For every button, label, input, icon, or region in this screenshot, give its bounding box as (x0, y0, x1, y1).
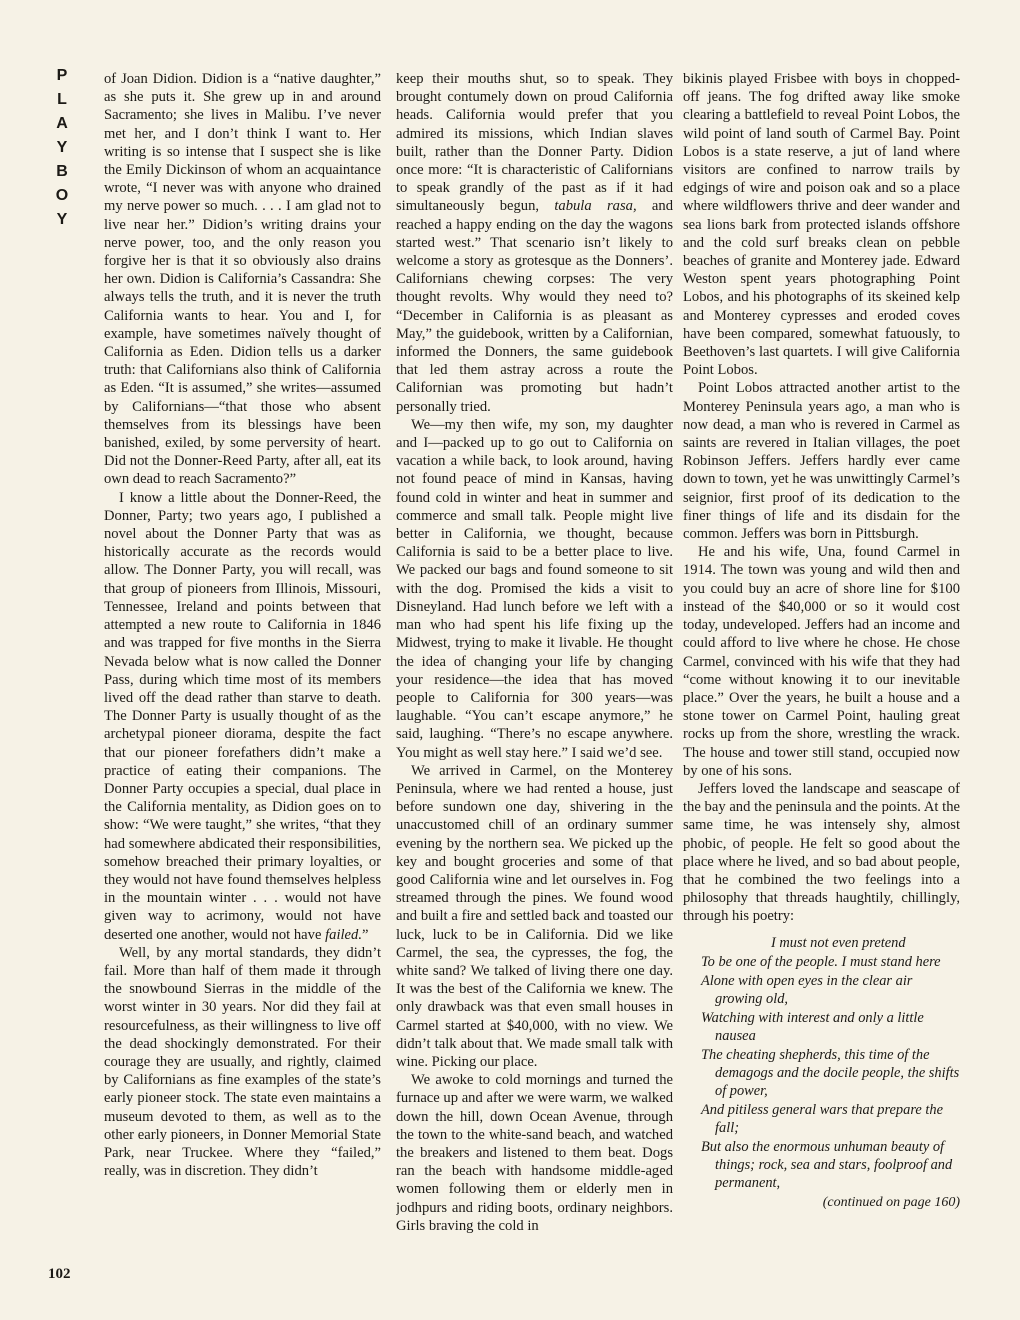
poem-line: To be one of the people. I must stand here (701, 953, 941, 970)
col1-paragraph-2-text: I know a little about the Donner-Reed, the Donner, Party; two years ago, I published a novel about the Donner Party that was as historically accurate as the records would allow. The Donner Party, you will recall, was that group of pioneers from Illinois, Missouri, Tennessee, Ireland and points between that attempted a new route to California in 1846 and was trapped for five months in the Sierra Nevada below what is now called the Donner Pass, during which time most of its members lived off the dead rather than starve to death. The Donner Party is usually thought of as the archetypal pioneer diorama, despite the fact that our pioneer forefathers didn’t make a practice of eating their companions. The Donner Party occupies a special, dual place in the California mentality, as Didion goes on to show: “We were taught,” she writes, “that they had somewhere abdicated their responsibilities, somehow breached their primary loyalties, or they would not have found themselves helpless in the mountain winter . . . would not have given way to acrimony, would not have deserted one another, would not have (104, 489, 381, 943)
col3-paragraph-4: Jeffers loved the landscape and seascape of the bay and the peninsula and the points. At the same time, he was intensely shy, almost phobic, of people. He felt so good about the place where he lived, and so bad about people, that he combined the two feelings into a philosophy that threads haughtily, chillingly, through his poetry: (683, 780, 960, 925)
poem-excerpt (701, 934, 960, 1212)
col2-italic-tabula-rasa: tabula rasa, (554, 198, 637, 215)
col2-paragraph-3: We arrived in Carmel, on the Monterey Peninsula, where we had rented a house, just before sundown one day, shivering in the unaccustomed chill of an ordinary summer evening by the northern sea. We picked up the key and bought groceries and some of that good California wine and let ourselves in. Fog streamed through the pines. We found wood and built a fire and settled back and toasted our luck, luck to be in California. Did we like Carmel, the sea, the cypresses, the fog, the white sand? We talked of living there one day. It was the best of the California we knew. The only drawback was that even small houses in Carmel started at $40,000, with no view. We didn’t talk about that. We made small talk with wine. Picking our place. (396, 762, 673, 1070)
text-column-3 (683, 70, 960, 1290)
col1-paragraph-2 (104, 489, 381, 944)
poem-line: I must not even pretend (771, 934, 906, 951)
col2-paragraph-1a: keep their mouths shut, so to speak. They brought contumely down on proud California heads. California would prefer that you admired its missions, which Indian slaves built, rather than the Donner Party. Didion once more: “It is characteristic of Californians to speak grandly of the past as if it had simultaneously begun, (396, 71, 673, 215)
col3-paragraph-1: bikinis played Frisbee with boys in chopped-off jeans. The fog drifted away like smoke clearing a battlefield to reveal Point Lobos, the wild point of land south of Carmel Bay. Point Lobos is a state reserve, a jut of land where visitors are confined to narrow trails by edgings of wire and poison oak and so a place where wildflowers thrive and deer wander and sea lions bark from protected islands offshore and the cold surf breaks clean on pebble beaches of granite and Monterey jade. Edward Weston spent years photographing Point Lobos, and his photographs of its skeined kelp and Monterey cypresses and eroded coves have been compared, somewhat fatuously, to Beethoven’s last quartets. I will give California Point Lobos. (683, 71, 960, 379)
poem-line: But also the enormous unhuman beauty of things; rock, sea and stars, foolproof and permanent, (701, 1138, 953, 1191)
col2-paragraph-4: We awoke to cold mornings and turned the furnace up and after we were warm, we walked down the hill, down Ocean Avenue, through the town to the white-sand beach, and watched the breakers and listened to them beat. Dogs ran the beach with handsome middle-aged women following them or elderly men in jodhpurs and riding boots, ordinary neighbors. Girls braving the cold in (396, 1072, 673, 1234)
page-number: 102 (48, 1266, 71, 1282)
col3-paragraph-3: He and his wife, Una, found Carmel in 1914. The town was young and wild then and you could buy an acre of shore line for $100 instead of the $40,000 or so it would cost today, undeveloped. Jeffers had an income and could afford to live where he chose. He chose Carmel, convinced with his wife that they had “come without knowing it to our inevitable place.” Over the years, he built a house and a stone tower on Carmel Point, hauling great rocks up from the shore, wrestling the wrack. The house and tower still stand, occupied now by one of his sons. (683, 544, 960, 779)
col2-paragraph-1b: and reached a happy ending on the day the wagons started west.” That scenario isn’t likely to welcome a story as grotesque as the Donners’. Californians chewing corpses: The very thought revolts. Why would they need to? “December in California is as pleasant as May,” the guidebook, written by a Californian, informed the Donners, the same guidebook that led them astray across a route the Californian was promoting but hadn’t personally tried. (396, 198, 673, 415)
continued-note: (continued on page 160) (822, 1194, 960, 1210)
col1-italic-failed: failed. (325, 926, 362, 943)
poem-line: Watching with interest and only a little nausea (701, 1009, 924, 1044)
col1-paragraph-1: of Joan Didion. Didion is a “native daughter,” as she puts it. She grew up in and around Sacramento; she lives in Malibu. I’ve never met her, and I don’t think I want to. Her writing is so intense that I suspect she is like the Emily Dickinson of whom an acquaintance wrote, “I never was with anyone who drained my nerve power so much. . . . I am glad not to live near her.” Didion’s writing drains your nerve power, too, and the only reason you forgive her is that it so obviously also drains her own. Didion is California’s Cassandra: She always tells the truth, and it is never the truth California wants to hear. You and I, for example, have sometimes naïvely thought of California as Eden. Didion tells us a darker truth: that Californians also think of California as Eden. “It is assumed,” she writes—assumed by Californians—“that those who absent themselves from its blessings have been banished, exiled, by some perversity of heart. Did not the Donner-Reed Party, after all, eat its own dead to reach Sacramento?” (104, 71, 381, 488)
text-column-2 (396, 70, 673, 1290)
col3-paragraph-2: Point Lobos attracted another artist to the Monterey Peninsula years ago, a man who is now dead, a man who is revered in Carmel as saints are revered in Italian villages, the poet Robinson Jeffers. Jeffers hardly ever came down to town, yet he was unwittingly Carmel’s seignior, first proof of its dedication to the finer things of life and its disdain for the common. Jeffers was born in Pittsburgh. (683, 380, 960, 543)
col1-paragraph-2-end: ” (361, 926, 369, 943)
text-column-1 (104, 70, 381, 1290)
running-head: P L A Y B O Y (55, 67, 69, 228)
poem-line: Alone with open eyes in the clear air growing old, (701, 972, 913, 1007)
col1-paragraph-3: Well, by any mortal standards, they didn’t fail. More than half of them made it through the snowbound Sierras in the middle of the worst winter in 30 years. Nor did they fail at resourcefulness, as their willingness to live off the dead shockingly demonstrated. For their courage they are usually, and rightly, claimed by Californians as fine examples of the state’s early pioneer stock. The state even maintains a museum devoted to them, as well as to the other early pioneers, in Donner Memorial State Park, near Truckee. Where they “failed,” really, was in discretion. They didn’t (104, 944, 381, 1180)
col2-paragraph-1 (396, 70, 673, 416)
poem-line: And pitiless general wars that prepare the fall; (701, 1101, 943, 1136)
poem-line: The cheating shepherds, this time of the demagogs and the docile people, the shifts of power, (701, 1046, 960, 1099)
col2-paragraph-2: We—my then wife, my son, my daughter and I—packed up to go out to California on vacation a while back, to look around, having not found peace of mind in Kansas, having found cold in winter and heat in summer and commerce and small talk. People might live better in California, we thought, because California is said to be a better place to live. We packed our bags and found someone to sit with the dog. Promised the kids a visit to Disneyland. Had lunch before we left with a man who had spent his life fixing up the Midwest, trying to make it livable. He thought the idea of changing your life by changing your residence—the idea that has moved people to California for 300 years—was laughable. “You can’t escape anymore,” he said, laughing. “There’s no escape anywhere. You might as well stay here.” I said we’d see. (396, 416, 673, 761)
